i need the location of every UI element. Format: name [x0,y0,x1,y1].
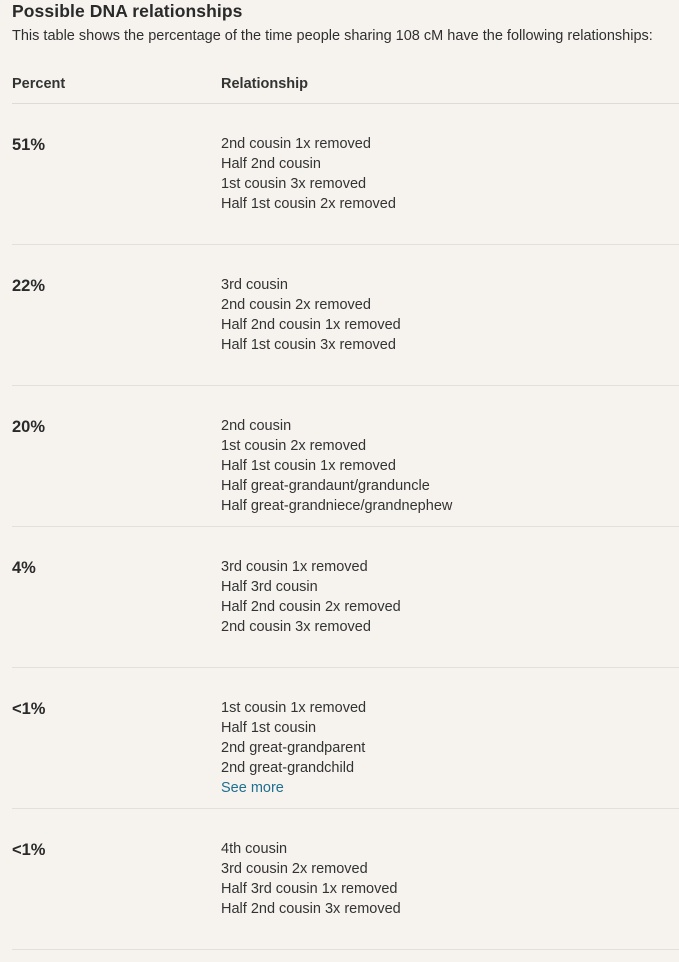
relationship-item: 2nd cousin 1x removed [221,136,371,152]
relationship-item: 1st cousin 3x removed [221,176,367,192]
row-percent: 51% [12,136,46,154]
relationship-item: 3rd cousin 2x removed [221,861,368,877]
relationship-item: Half 1st cousin 3x removed [221,337,396,353]
header-relationship: Relationship [221,76,309,92]
table-row [12,104,679,245]
row-percent: 20% [12,418,46,436]
header-percent: Percent [12,76,66,92]
relationship-item: 2nd cousin 2x removed [221,297,371,313]
relationship-item: Half great-grandaunt/granduncle [221,478,430,494]
relationship-item: 1st cousin 1x removed [221,700,367,716]
relationship-item: Half 3rd cousin [221,579,318,595]
relationship-item: 1st cousin 2x removed [221,438,367,454]
relationship-item: Half 2nd cousin 3x removed [221,901,401,917]
relationship-item: Half great-grandniece/grandnephew [221,498,453,514]
relationship-item: 2nd great-grandparent [221,740,366,756]
relationship-item: 3rd cousin [221,277,288,293]
relationship-list [221,275,401,355]
table-row [12,809,679,950]
table-row [12,245,679,386]
table-header [12,75,679,104]
relationship-item: 2nd great-grandchild [221,760,355,776]
relationship-item: Half 1st cousin 2x removed [221,196,396,212]
see-more-link[interactable]: See more [221,780,284,796]
table-row [12,527,679,668]
relationship-item: Half 2nd cousin 2x removed [221,599,401,615]
row-percent: <1% [12,700,46,718]
relationship-list [221,416,452,516]
table-row [12,386,679,527]
row-percent: <1% [12,841,46,859]
relationship-item: Half 2nd cousin 1x removed [221,317,401,333]
relationship-item: 2nd cousin [221,418,292,434]
relationship-item: Half 1st cousin [221,720,317,736]
relationship-list [221,839,401,919]
relationship-list [221,134,396,214]
relationship-item: 3rd cousin 1x removed [221,559,368,575]
relationship-list [221,698,366,798]
row-percent: 4% [12,559,36,577]
relationship-item: Half 2nd cousin [221,156,321,172]
relationship-item: Half 3rd cousin 1x removed [221,881,398,897]
relationship-item: Half 1st cousin 1x removed [221,458,396,474]
relationships-table [12,104,679,950]
relationship-item: 2nd cousin 3x removed [221,619,371,635]
panel-title: Possible DNA relationships [12,1,243,21]
relationship-list [221,557,401,637]
panel-subtitle: This table shows the percentage of the time people sharing 108 cM have the following relationships: [12,28,653,44]
row-percent: 22% [12,277,46,295]
table-row [12,668,679,809]
relationship-item: 4th cousin [221,841,288,857]
